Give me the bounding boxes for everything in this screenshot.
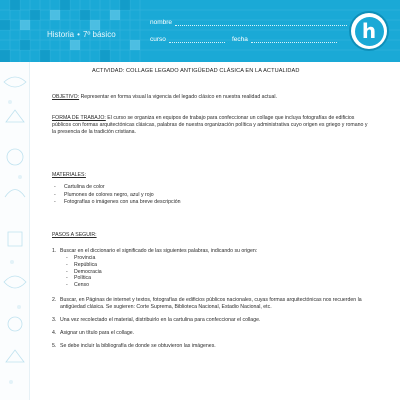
side-decoration <box>0 62 30 400</box>
date-field[interactable] <box>232 36 337 43</box>
course-field-label: curso <box>150 36 166 43</box>
date-field-line[interactable] <box>251 37 337 43</box>
step-4 <box>52 330 370 337</box>
materials-section <box>52 172 370 207</box>
steps-list <box>52 248 370 350</box>
step-text: Una vez recolectado el material, distribuirlo en la cartulina para confeccionar el collage. <box>60 316 261 323</box>
step-1-words <box>66 255 370 289</box>
step-2 <box>52 297 370 311</box>
name-field-line[interactable] <box>175 20 347 26</box>
date-field-label: fecha <box>232 36 248 43</box>
grade-name: 7º básico <box>82 30 116 39</box>
materials-label: MATERIALES: <box>52 172 86 178</box>
objective-section <box>52 94 370 101</box>
objective-label: OBJETIVO: <box>52 94 80 100</box>
name-field-label: nombre <box>150 19 173 26</box>
course-field[interactable] <box>150 36 225 43</box>
step-number: 1. <box>52 248 57 254</box>
step-text: Buscar, en Páginas de internet y textos, fotografías de edificios públicos nacionales, cuyas formas arquitectónicas nos recuerden la antigüedad clásica. Se sugieren: Corte Suprema, Biblioteca Nacional, Estadio Nacional, etc. <box>60 296 362 310</box>
subject-separator: • <box>77 30 80 39</box>
subject-grade-label <box>47 30 116 39</box>
list-item: - Censo <box>66 282 370 289</box>
step-3 <box>52 317 370 324</box>
list-item: - Provincia <box>66 255 370 262</box>
steps-section <box>52 232 370 350</box>
subject-name: Historia <box>47 30 75 39</box>
step-text: Buscar en el diccionario el significado de las siguientes palabras, indicando su origen: <box>60 248 258 254</box>
steps-label: PASOS A SEGUIR: <box>52 232 97 238</box>
list-item: - Plumones de colores negro, azul y rojo <box>52 192 370 200</box>
step-text: Se debe incluir la bibliografía de donde se obtuvieron las imágenes. <box>60 342 216 349</box>
step-number: 5. <box>52 342 57 349</box>
list-item: - República <box>66 262 370 269</box>
step-1 <box>52 248 370 289</box>
objective-text: Representar en forma visual la vigencia del legado clásico en nuestra realidad actual. <box>80 94 277 100</box>
list-item: - Democracia <box>66 269 370 276</box>
header-banner <box>0 0 400 62</box>
activity-title: ACTIVIDAD: COLLAGE LEGADO ANTIGÜEDAD CLÁSICA EN LA ACTUALIDAD <box>92 68 300 74</box>
work-form-text: El curso se organiza en equipos de trabajo para confeccionar un collage que incluya fotografías de edificios públicos con formas arquitectónicas clásicas, palabras de nuestra organización política y administrativa cuyo origen es griego y romano y la presencia de la tradición cristiana. <box>52 115 368 135</box>
work-form-label: FORMA DE TRABAJO: <box>52 115 106 121</box>
logo-letter: h <box>355 17 384 46</box>
list-item: - Fotografías o imágenes con una breve descripción <box>52 199 370 207</box>
step-text: Asignar un título para el collage. <box>60 329 135 336</box>
side-pattern-icon <box>0 62 30 400</box>
step-number: 2. <box>52 296 57 303</box>
list-item: - Cartulina de color <box>52 184 370 192</box>
step-number: 4. <box>52 329 57 336</box>
course-field-line[interactable] <box>169 37 225 43</box>
step-number: 3. <box>52 316 57 323</box>
materials-list <box>52 184 370 207</box>
work-form-section <box>52 115 370 136</box>
step-5 <box>52 343 370 350</box>
list-item: - Política <box>66 275 370 282</box>
brand-logo <box>351 13 387 49</box>
name-field[interactable] <box>150 19 347 26</box>
